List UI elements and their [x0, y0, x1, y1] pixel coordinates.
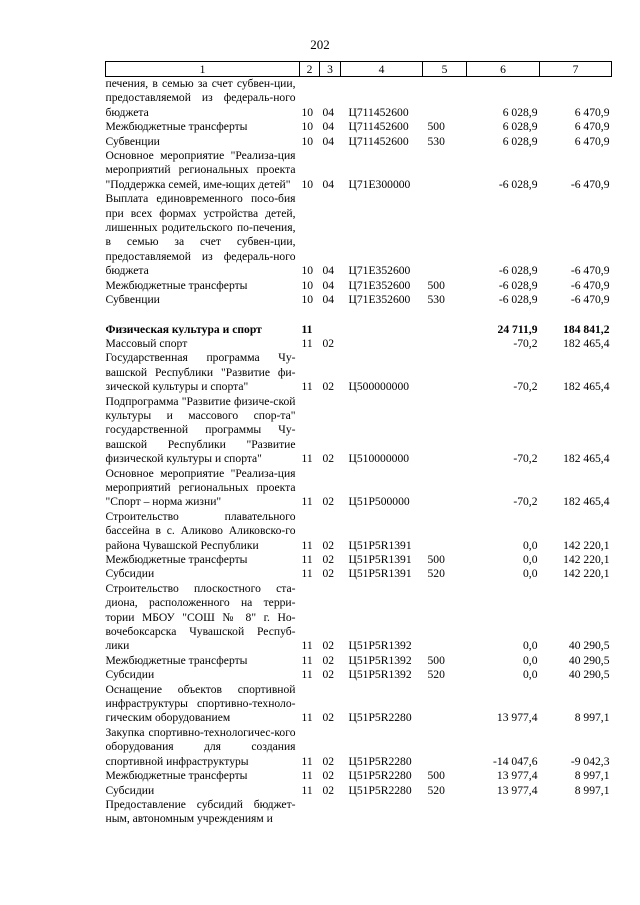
row-amount-change: 6 028,9: [502, 105, 538, 119]
row-subsection: 04: [322, 105, 335, 119]
row-expense-type: [423, 351, 467, 394]
table-row: [106, 337, 612, 351]
row-subsection: 02: [322, 553, 335, 566]
row-expense-type: [423, 395, 467, 467]
row-amount-change: 0,0: [523, 538, 538, 552]
row-amount-total: 184 841,2: [563, 322, 610, 336]
row-amount-total: 8 997,1: [574, 769, 610, 783]
row-subsection: [320, 798, 341, 827]
row-subsection: 02: [322, 452, 335, 466]
row-subsection: 02: [322, 538, 335, 552]
row-subsection: 04: [322, 278, 335, 292]
row-name: Физическая культура и спорт: [105, 322, 262, 336]
row-amount-total: 8 997,1: [574, 711, 610, 725]
row-expense-type: [423, 467, 467, 510]
row-name: Закупка спортивно-технологичес-кого оборудования для создания спортивной инфраструктуры: [105, 725, 296, 768]
table-row: [106, 582, 612, 654]
row-amount-change: 0,0: [523, 567, 538, 581]
row-section: 10: [301, 120, 314, 134]
row-target-code: [341, 337, 423, 351]
row-amount-change: -6 028,9: [498, 278, 538, 292]
row-amount-total: 182 465,4: [563, 452, 610, 466]
table-row: [106, 293, 612, 307]
row-amount-total: 6 470,9: [574, 120, 610, 134]
row-target-code: Ц51Р5R1391: [348, 538, 412, 552]
row-subsection: 02: [322, 668, 335, 682]
row-amount-change: -70,2: [513, 452, 538, 466]
row-amount-total: -6 470,9: [570, 177, 610, 191]
row-amount-total: 8 997,1: [574, 783, 610, 797]
row-target-code: Ц71Е352600: [348, 278, 411, 292]
row-target-code: Ц51Р5R2280: [348, 754, 412, 768]
table-row: [106, 683, 612, 726]
row-subsection: 02: [322, 336, 335, 350]
row-amount-total: 40 290,5: [568, 668, 610, 682]
row-target-code: Ц51Р5R1392: [348, 639, 412, 653]
row-subsection: 02: [322, 754, 335, 768]
header-col-3: 3: [320, 62, 341, 77]
row-subsection: 02: [322, 783, 335, 797]
row-name: Субвенции: [105, 293, 160, 307]
row-amount-total: -6 470,9: [570, 278, 610, 292]
row-subsection: 02: [322, 769, 335, 783]
row-amount-change: 13 977,4: [496, 711, 538, 725]
row-target-code: Ц711452600: [348, 120, 409, 134]
row-expense-type: [423, 323, 467, 337]
row-expense-type: [423, 798, 467, 827]
table-body: [106, 77, 612, 827]
header-col-5: 5: [423, 62, 467, 77]
row-amount-total: 182 465,4: [563, 495, 610, 509]
row-target-code: Ц51Р5R1391: [348, 553, 412, 566]
table-header: [106, 62, 612, 77]
table-row: [106, 567, 612, 581]
row-expense-type: 520: [427, 567, 445, 581]
row-section: 11: [301, 639, 313, 653]
row-expense-type: 500: [427, 278, 445, 292]
header-col-1: 1: [106, 62, 300, 77]
row-expense-type: [423, 726, 467, 769]
row-name: Государственная программа Чу-вашской Республики "Развитие фи-зической культуры и спорта": [105, 351, 296, 394]
row-expense-type: 500: [427, 120, 445, 134]
row-subsection: 02: [322, 711, 335, 725]
row-target-code: Ц51Р5R2280: [348, 783, 412, 797]
row-subsection: 02: [322, 495, 335, 509]
table-row: [106, 135, 612, 149]
row-amount-total: [540, 798, 612, 827]
table-row: [106, 769, 612, 783]
row-subsection: 04: [322, 177, 335, 191]
row-expense-type: [423, 337, 467, 351]
row-amount-total: 182 465,4: [563, 380, 610, 394]
row-section: 11: [301, 783, 313, 797]
row-name: Предоставление субсидий бюджет-ным, автономным учреждениям и: [105, 797, 296, 826]
table-row: [106, 77, 612, 121]
row-expense-type: 500: [427, 553, 445, 566]
row-amount-total: 182 465,4: [563, 336, 610, 350]
row-name: Строительство плоскостного ста-диона, расположенного на терри-тории МБОУ "СОШ № 8" г. Но-вочебоксарска Чувашской Респуб-лики: [105, 581, 296, 653]
row-expense-type: [423, 149, 467, 192]
table-row: [106, 120, 612, 134]
row-expense-type: 500: [427, 653, 445, 667]
spacer-cell: [106, 308, 612, 323]
row-section: 11: [301, 538, 313, 552]
header-col-4: 4: [341, 62, 423, 77]
row-name: Субвенции: [105, 134, 160, 148]
row-expense-type: [423, 192, 467, 278]
row-section: 10: [301, 177, 314, 191]
row-expense-type: 500: [427, 769, 445, 783]
row-section: 11: [301, 711, 313, 725]
row-amount-change: 0,0: [523, 668, 538, 682]
table-row: [106, 351, 612, 394]
row-target-code: Ц711452600: [348, 134, 409, 148]
row-section: 11: [301, 668, 313, 682]
row-expense-type: [423, 77, 467, 121]
row-target-code: Ц510000000: [348, 452, 410, 466]
row-name: Межбюджетные трансферты: [105, 278, 248, 292]
row-amount-change: 24 711,9: [497, 322, 538, 336]
row-name: Межбюджетные трансферты: [105, 769, 248, 783]
row-section: 11: [301, 380, 313, 394]
table-row: [106, 654, 612, 668]
row-name: Оснащение объектов спортивной инфраструктуры спортивно-техноло-гическим оборудованием: [105, 682, 296, 725]
row-subsection: 04: [322, 264, 335, 278]
table-row: [106, 726, 612, 769]
row-target-code: Ц51Р5R2280: [348, 769, 412, 783]
row-target-code: Ц71Е352600: [348, 293, 411, 307]
row-expense-type: 520: [427, 668, 445, 682]
row-subsection: 02: [322, 380, 335, 394]
row-section: 11: [301, 567, 313, 581]
row-section: [300, 798, 320, 827]
row-target-code: Ц500000000: [348, 380, 410, 394]
row-name: Субсидии: [105, 783, 155, 797]
row-amount-change: 0,0: [523, 639, 538, 653]
row-amount-total: 40 290,5: [568, 653, 610, 667]
row-amount-change: 13 977,4: [496, 769, 538, 783]
row-section: 11: [301, 754, 313, 768]
header-col-2: 2: [300, 62, 320, 77]
row-amount-change: -6 028,9: [498, 177, 538, 191]
row-amount-total: 6 470,9: [574, 105, 610, 119]
row-target-code: Ц711452600: [348, 105, 409, 119]
row-expense-type: [423, 510, 467, 553]
row-section: 10: [301, 278, 314, 292]
page-number: 202: [310, 37, 330, 52]
row-subsection: 02: [322, 653, 335, 667]
row-amount-change: 13 977,4: [496, 783, 538, 797]
header-col-7: 7: [540, 62, 612, 77]
row-name: Подпрограмма "Развитие физиче-ской культуры и массового спор-та" государственной программы Чу-вашской Республики "Развитие физической культуры и спорта": [105, 394, 296, 466]
row-subsection: 02: [322, 567, 335, 581]
row-amount-total: 40 290,5: [568, 639, 610, 653]
row-section: 11: [301, 322, 313, 336]
row-section: 11: [301, 653, 313, 667]
row-name: Субсидии: [105, 567, 155, 581]
table-row: [106, 668, 612, 682]
row-target-code: Ц51Р5R1391: [348, 567, 412, 581]
row-section: 10: [301, 134, 314, 148]
row-subsection: [320, 323, 341, 337]
row-target-code: Ц51Р5R2280: [348, 711, 412, 725]
row-amount-change: -6 028,9: [498, 264, 538, 278]
row-section: 10: [301, 293, 314, 307]
row-section: 11: [301, 336, 313, 350]
row-amount-change: 6 028,9: [502, 120, 538, 134]
row-amount-change: -14 047,6: [493, 754, 538, 768]
table-row: [106, 149, 612, 192]
table-row: [106, 279, 612, 293]
table-row: [106, 510, 612, 553]
row-amount-total: 6 470,9: [574, 134, 610, 148]
table-row: [106, 798, 612, 827]
header-col-6: 6: [467, 62, 540, 77]
row-amount-total: -6 470,9: [570, 293, 610, 307]
row-name: Межбюджетные трансферты: [105, 120, 248, 134]
row-amount-change: [467, 798, 540, 827]
row-name: Массовый спорт: [105, 336, 188, 350]
row-amount-change: -70,2: [513, 380, 538, 394]
row-expense-type: 530: [427, 134, 445, 148]
row-subsection: 04: [322, 134, 335, 148]
row-section: 11: [301, 553, 313, 566]
row-name: Субсидии: [105, 668, 155, 682]
row-amount-total: -6 470,9: [570, 264, 610, 278]
row-target-code: [341, 798, 423, 827]
row-name: Межбюджетные трансферты: [105, 553, 248, 566]
row-amount-total: 142 220,1: [563, 567, 610, 581]
row-amount-change: -70,2: [513, 495, 538, 509]
row-section: 10: [301, 105, 314, 119]
row-section: 11: [301, 495, 313, 509]
row-target-code: Ц71Е352600: [348, 264, 411, 278]
row-amount-total: 142 220,1: [563, 553, 610, 566]
row-name: печения, в семью за счет субвен-ции, предоставляемой из федераль-ного бюджета: [105, 77, 296, 119]
row-amount-total: 142 220,1: [563, 538, 610, 552]
row-expense-type: 530: [427, 293, 445, 307]
table-row: [106, 553, 612, 567]
row-expense-type: [423, 582, 467, 654]
row-target-code: Ц51Р5R1392: [348, 668, 412, 682]
row-target-code: [341, 323, 423, 337]
table-row: [106, 467, 612, 510]
table-spacer-row: [106, 308, 612, 323]
table-row: [106, 395, 612, 467]
row-amount-change: 0,0: [523, 653, 538, 667]
row-name: Основное мероприятие "Реализа-ция мероприятий региональных проекта "Спорт – норма жизни": [105, 466, 296, 509]
row-expense-type: [423, 683, 467, 726]
row-amount-change: -70,2: [513, 336, 538, 350]
row-amount-change: 0,0: [523, 553, 538, 566]
row-amount-total: -9 042,3: [570, 754, 610, 768]
budget-table: [105, 61, 612, 827]
row-target-code: Ц71Е300000: [348, 177, 411, 191]
row-name: Основное мероприятие "Реализа-ция мероприятий региональных проекта "Поддержка семей, име-ющих детей": [105, 149, 296, 191]
row-subsection: 04: [322, 120, 335, 134]
row-amount-change: 6 028,9: [502, 134, 538, 148]
row-amount-change: -6 028,9: [498, 293, 538, 307]
row-subsection: 04: [322, 293, 335, 307]
row-section: 11: [301, 769, 313, 783]
row-target-code: Ц51Р500000: [348, 495, 410, 509]
table-row: [106, 784, 612, 798]
row-section: 11: [301, 452, 313, 466]
row-name: Строительство плавательного бассейна в с. Аликово Аликовско-го района Чувашской Республики: [105, 509, 296, 552]
row-section: 10: [301, 264, 314, 278]
row-name: Межбюджетные трансферты: [105, 653, 248, 667]
row-expense-type: 520: [427, 783, 445, 797]
row-name: Выплата единовременного посо-бия при всех формах устройства детей, лишенных родительского по-печения, в семью за счет субвен-ции, предоставляемой из федераль-ного бюджета: [105, 192, 296, 278]
table-row: [106, 192, 612, 278]
row-target-code: Ц51Р5R1392: [348, 653, 412, 667]
row-subsection: 02: [322, 639, 335, 653]
table-row: [106, 323, 612, 337]
